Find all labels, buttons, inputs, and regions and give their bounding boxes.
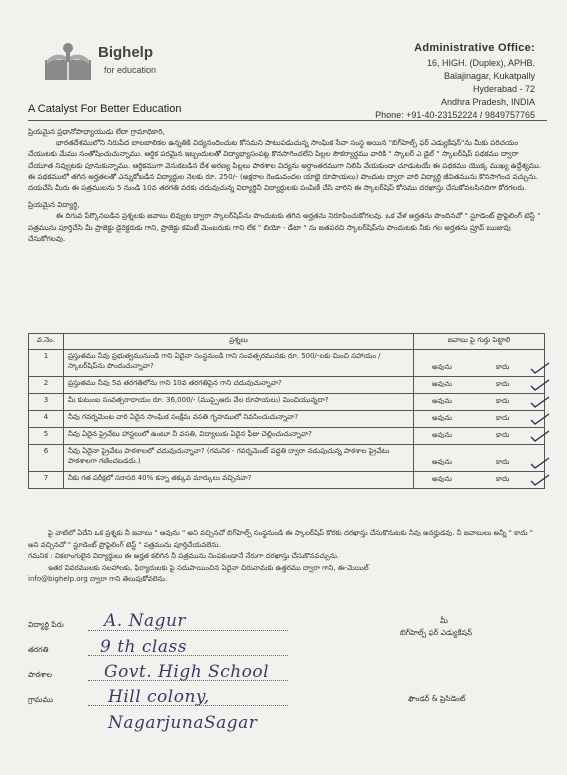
office-line: Hyderabad - 72 <box>472 84 535 94</box>
office-line: 16, HIGH. (Duplex), APHB. <box>426 58 535 68</box>
answer-cell[interactable] <box>414 377 545 394</box>
question-text: ప్రస్తుతము నీవు ప్రభుత్వమునుండి గాని ఏదైనా సంస్థనుండి గాని సంవత్సరమునకు రూ. 500/-లకు మించి సహాయం / స్కాలర్‌షిప్‌ను పొందుచున్నావా? <box>64 350 414 377</box>
table-row <box>29 445 545 472</box>
instructions <box>28 528 545 586</box>
contact-email: info@bighelp.org ద్వారా గాని తెలుపుకోవలెను. <box>28 575 168 583</box>
no-option[interactable]: కాదు <box>496 397 510 405</box>
checkmark-icon <box>530 457 550 469</box>
answer-cell[interactable] <box>414 428 545 445</box>
answer-cell[interactable] <box>414 445 545 472</box>
salutation: ప్రియమైన ప్రధానోపాధ్యాయుడు లేదా గ్రామాధికారి, <box>28 127 165 136</box>
village-label: గ్రామము <box>28 695 54 704</box>
yes-option[interactable]: అవును <box>432 458 452 466</box>
name-label: విద్యార్థి పేరు <box>28 620 64 629</box>
row-number: 7 <box>29 472 64 489</box>
brand-name: Bighelp <box>98 44 153 61</box>
no-option[interactable]: కాదు <box>496 431 510 439</box>
yes-option[interactable]: అవును <box>432 363 452 371</box>
yes-option[interactable]: అవును <box>432 380 452 388</box>
letterhead <box>0 0 567 120</box>
tagline: A Catalyst For Better Education <box>28 103 182 115</box>
checkmark-icon <box>530 430 550 442</box>
table-header-row <box>29 334 545 350</box>
answer-cell[interactable] <box>414 350 545 377</box>
village-field-line1[interactable]: Hill colony, <box>108 687 210 707</box>
table-row <box>29 472 545 489</box>
question-text: మీ కుటుంబ సంవత్సరాదాయం రూ. 36,000/- (ముప్పైఆరు వేల రూపాయలు) మించియున్నదా? <box>64 394 414 411</box>
paragraph-1: భారతదేశములోని నిరుపేద బాలబాలికల ఉన్నతికి విద్యనందించుట కోసమని పాటుపడుచున్న సాంఘిక సేవా సంస్థ అయిన "బిగ్‌హెల్ప్ ఫర్ ఎడ్యుకేషన్"ను మీకు పరిచయం చేయుటకు మేము సంతోషించుచున్నాము. ఆర్థిక పరమైన ఇబ్బందులతో విద్యాభ్యాసంపట్ల కొనసాగించలేని పిల్లల సౌకర్యార్థము వారికి " స్కాలర్ ఎ డైల్ " స్కాలర్‌షిప్ పథకము ద్వారా చేయూత నివ్వుటకు పూనుకున్నాము. ఆర్థికముగా వెనుకబడిన దేశ అరణ్య పిల్లలు పాఠశాల విద్యను అర్ధాంతరముగా నిలిపి వేయకుండా చూడుటయే ఈ పథకము యొక్క ముఖ్య ఉద్దేశ్యము. ఈ పథకములో తగిన అర్హతలతో ఎన్నుకోబడిన విద్యార్థుల నెలకు రూ. 250/- (అక్షరాల రెండువందల యాభై రూపాయలు) పొందుట ద్వారా వారి విద్యార్థి జీవితమును కొనసాగించ వచ్చును. దయచేసి మీరు ఈ పత్రములను 5 నుండి 10వ తరగతి వరకు చదువుచున్న విద్యార్థినీ విద్యార్థులకు పంపిణీ చేసి వారిని ఈ స్కాలర్‌షిప్ కోసము దరఖాస్తు చేసుకోవలసినదిగా కోరగలరు. <box>28 138 542 193</box>
table-row <box>29 377 545 394</box>
row-number: 2 <box>29 377 64 394</box>
instruction-1: పై వాటిలో ఏదేని ఒక ప్రశ్నకు నీ జవాబు " అవును " అని వచ్చినచో బిగ్‌హెల్ప్ సంస్థనుండి ఈ స్కాలర్‌షిప్ కొరకు దరఖాస్తు చేసుకొనుటకు నీవు అనర్హుడవు. నీ జవాబులు అన్నీ " కాదు " అని వచ్చినచో " స్టూడెంట్ ప్రొఫైలింగ్ టెస్ట్ " పత్రమును పూర్తిచేయవలెను. <box>28 529 534 549</box>
header-divider <box>28 120 547 121</box>
no-option[interactable]: కాదు <box>496 380 510 388</box>
table-row <box>29 411 545 428</box>
row-number: 3 <box>29 394 64 411</box>
column-header: వ.నెం. <box>29 334 64 350</box>
yes-option[interactable]: అవును <box>432 475 452 483</box>
no-option[interactable]: కాదు <box>496 475 510 483</box>
school-field[interactable]: Govt. High School <box>104 662 270 682</box>
class-field[interactable]: 9 th class <box>100 637 187 657</box>
table-row <box>29 350 545 377</box>
row-number: 6 <box>29 445 64 472</box>
eligibility-table <box>28 333 545 489</box>
office-title: Administrative Office: <box>414 42 535 54</box>
no-option[interactable]: కాదు <box>496 363 510 371</box>
contact-text: ఇతర వివరములకు సలహాలకు, ఫిర్యాదులకు పై సదుపాయించిన ఏదైనా చిరునామకు ఉత్తరము ద్వారా గాని, ఈ-మెయిల్ <box>48 563 369 572</box>
answer-cell[interactable] <box>414 394 545 411</box>
row-number: 5 <box>29 428 64 445</box>
question-text: నీకు గత పరీక్షలో సరాసరి 40% కన్నా తక్కువ మార్కులు వచ్చినవా? <box>64 472 414 489</box>
signature-salutation: మీ <box>440 616 448 625</box>
question-text: ప్రస్తుతము నీవు 5వ తరగతిలోను గాని 10వ తరగతిపైన గాని చదువుచున్నావా? <box>64 377 414 394</box>
row-number: 1 <box>29 350 64 377</box>
table-row <box>29 428 545 445</box>
letter-body <box>28 126 545 244</box>
office-line: Balajinagar, Kukatpally <box>443 71 535 81</box>
checkmark-icon <box>530 379 550 391</box>
column-header: జవాబు పై గుర్తు పెట్టాలి <box>414 334 545 350</box>
bighelp-logo-icon <box>43 40 93 82</box>
answer-cell[interactable] <box>414 411 545 428</box>
name-field[interactable]: A. Nagur <box>104 611 187 631</box>
answer-cell[interactable] <box>414 472 545 489</box>
office-address <box>375 42 535 122</box>
signature-organization: బిగ్‌హెల్ప్ ఫర్ ఎడ్యుకేషన్ <box>400 628 473 637</box>
yes-option[interactable]: అవును <box>432 397 452 405</box>
office-phone: Phone: +91-40-23152224 / 9849757765 <box>375 110 535 120</box>
yes-option[interactable]: అవును <box>432 431 452 439</box>
question-text: నీవు ఏదైనా ప్రైవేటు పాఠశాలలో చదువుచున్నావా? (గమనిక - గవర్నమెంట్ పద్ధతి ద్వారా నడుపుచున్న పాఠశాల ప్రైవేటు పాఠశాలగా గణించబడదు.) <box>64 445 414 472</box>
paragraph-2: ఈ దిగువ పేర్కొనబడిన ప్రశ్నలకు జవాబు లివ్వుట ద్వారా స్కాలర్‌షిప్‌ను పొందుటకు తగిన అర్హతను నిరూపించుకోగలవు. ఒక వేళ అర్హతను పొందినచో " స్టూడెంట్ ప్రొఫైలింగ్ టెస్ట్ " పత్రమును పూర్తిచేసి మీ ప్రాజెక్టు డైరెక్టరుకు గాని, ప్రాజెక్టు కమిటీ మెంబరుకు గాని లేక " బియో - డేటా " ను జతపరచి స్కాలర్‌షిప్‌ను పొందుటకు నీకు గల అర్హతను ప్రూవ్ ఋజువు చేసుకోగలవు. <box>28 211 541 243</box>
brand-subtitle: for education <box>104 65 157 75</box>
class-label: తరగతి <box>28 645 49 654</box>
row-number: 4 <box>29 411 64 428</box>
checkmark-icon <box>530 396 550 408</box>
column-header: ప్రశ్నలు <box>64 334 414 350</box>
question-text: నీవు గవర్నమెంట వారి ఏదైన సాంఘిక సంక్షేమ వసతి గృహములో నివసించుచున్నావా? <box>64 411 414 428</box>
checkmark-icon <box>530 413 550 425</box>
school-label: పాఠశాల <box>28 670 53 679</box>
village-field-line2[interactable]: NagarjunaSagar <box>108 713 258 733</box>
note: గమనిక : వికలాంగులైన విద్యార్థులు ఈ అర్హత కలిగిన నీ పత్రమును నింపకుండానే నేరుగా దరఖాస్తు చేసుకొనవచ్చును. <box>28 552 340 560</box>
table-row <box>29 394 545 411</box>
salutation-student: ప్రియమైన విద్యార్థి, <box>28 200 80 210</box>
checkmark-icon <box>530 362 550 374</box>
no-option[interactable]: కాదు <box>496 414 510 422</box>
question-text: నీవు ఏదైన ప్రైవేటు హాస్టలులో ఉంటూ నీ వసతి, విద్యాలుకు ఏదైన ఫీజు చెల్లించుచున్నావా? <box>64 428 414 445</box>
signature-role: ఫౌండర్ & ప్రెసిడెంట్ <box>408 694 466 703</box>
no-option[interactable]: కాదు <box>496 458 510 466</box>
checkmark-icon <box>530 474 550 486</box>
office-line: Andhra Pradesh, INDIA <box>440 97 535 107</box>
yes-option[interactable]: అవును <box>432 414 452 422</box>
